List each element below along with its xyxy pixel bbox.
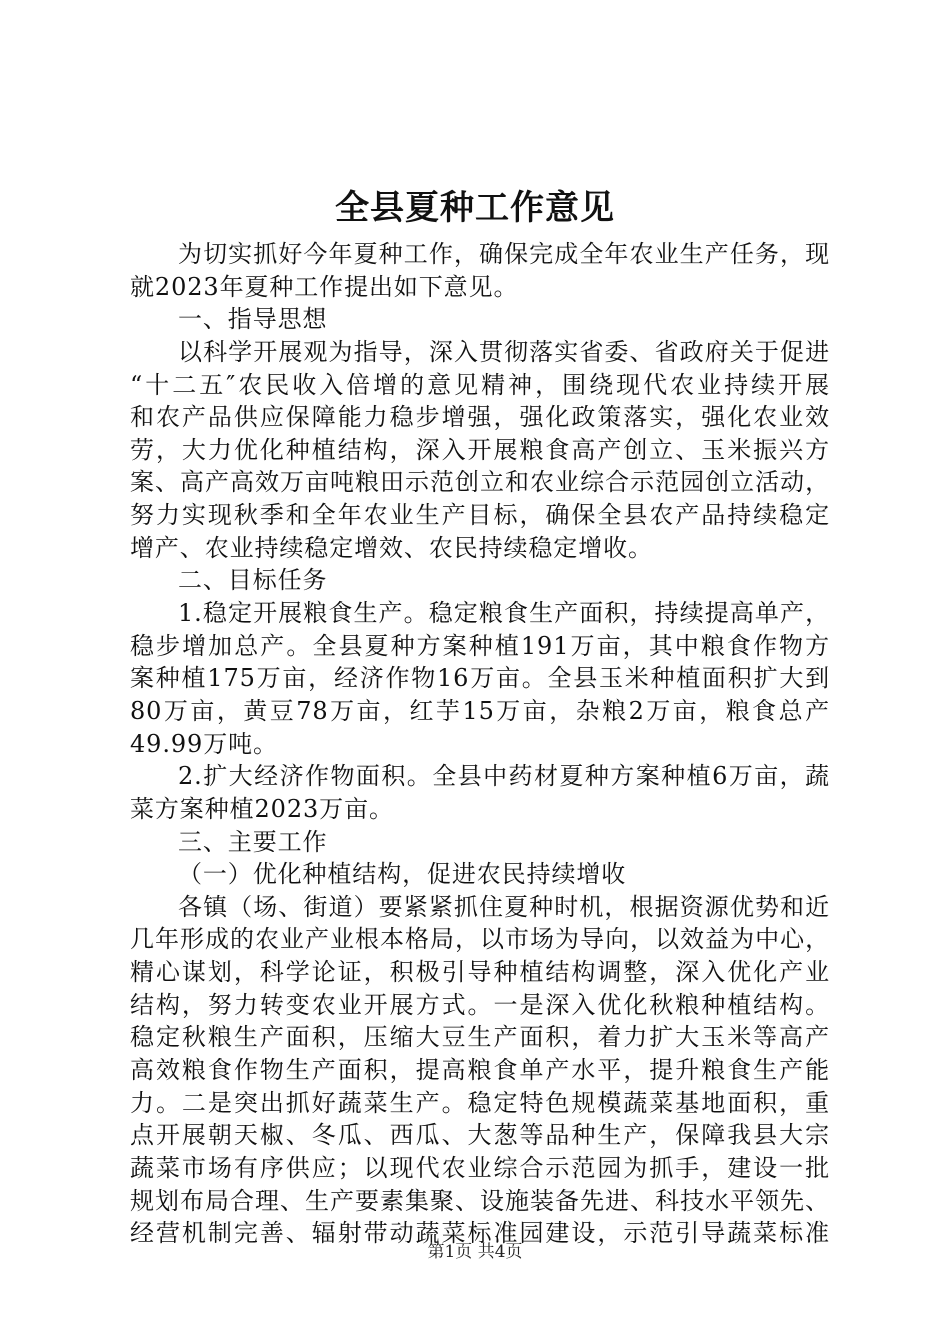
paragraph-line: 案种植175万亩，经济作物16万亩。全县玉米种植面积扩大到 bbox=[130, 664, 830, 693]
page-footer: 第1页 共4页 bbox=[427, 1242, 523, 1262]
paragraph-line: 规划布局合理、生产要素集聚、设施装备先进、科技水平领先、 bbox=[130, 1186, 830, 1215]
paragraph-line: 2.扩大经济作物面积。全县中药材夏种方案种植6万亩，蔬 bbox=[178, 762, 830, 791]
paragraph-line: 劳，大力优化种植结构，深入开展粮食高产创立、玉米振兴方 bbox=[130, 435, 830, 464]
paragraph-line: 1.稳定开展粮食生产。稳定粮食生产面积，持续提高单产， bbox=[178, 599, 830, 628]
paragraph-line: 80万亩，黄豆78万亩，红芋15万亩，杂粮2万亩，粮食总产 bbox=[130, 696, 830, 725]
paragraph-line: 精心谋划，科学论证，积极引导种植结构调整，深入优化产业 bbox=[130, 958, 830, 987]
subsection-heading: （一）优化种植结构，促进农民持续增收 bbox=[178, 860, 627, 889]
paragraph-line: 稳步增加总产。全县夏种方案种植191万亩，其中粮食作物方 bbox=[130, 631, 830, 660]
document-title: 全县夏种工作意见 bbox=[335, 188, 615, 228]
section-heading: 一、指导思想 bbox=[178, 305, 328, 334]
paragraph-line: 经营机制完善、辐射带动蔬菜标准园建设，示范引导蔬菜标准 bbox=[130, 1219, 830, 1248]
paragraph-line: 蔬菜市场有序供应；以现代农业综合示范园为抓手，建设一批 bbox=[130, 1153, 830, 1182]
paragraph-line: 案、高产高效万亩吨粮田示范创立和农业综合示范园创立活动， bbox=[130, 468, 830, 497]
paragraph-line: 结构，努力转变农业开展方式。一是深入优化秋粮种植结构。 bbox=[130, 990, 830, 1019]
paragraph-line: 力。二是突出抓好蔬菜生产。稳定特色规模蔬菜基地面积，重 bbox=[130, 1088, 830, 1117]
paragraph-line: 几年形成的农业产业根本格局，以市场为导向，以效益为中心， bbox=[130, 925, 830, 954]
paragraph-line: 各镇（场、街道）要紧紧抓住夏种时机，根据资源优势和近 bbox=[178, 892, 830, 921]
paragraph-line: 49.99万吨。 bbox=[130, 729, 278, 758]
document-body bbox=[130, 238, 830, 1250]
paragraph-line: 菜方案种植2023万亩。 bbox=[130, 794, 394, 823]
paragraph-line: “十二五″农民收入倍增的意见精神，围绕现代农业持续开展 bbox=[130, 370, 830, 399]
paragraph-line: 以科学开展观为指导，深入贯彻落实省委、省政府关于促进 bbox=[178, 337, 830, 366]
paragraph-line: 努力实现秋季和全年农业生产目标，确保全县农产品持续稳定 bbox=[130, 501, 830, 530]
section-heading: 二、目标任务 bbox=[178, 566, 328, 595]
paragraph-line: 为切实抓好今年夏种工作，确保完成全年农业生产任务，现 bbox=[178, 240, 830, 268]
paragraph-line: 就2023年夏种工作提出如下意见。 bbox=[130, 272, 519, 301]
paragraph-line: 高效粮食作物生产面积，提高粮食单产水平，提升粮食生产能 bbox=[130, 1056, 830, 1085]
section-heading: 三、主要工作 bbox=[178, 827, 328, 856]
paragraph-line: 增产、农业持续稳定增效、农民持续稳定增收。 bbox=[130, 533, 653, 562]
paragraph-line: 点开展朝天椒、冬瓜、西瓜、大葱等品种生产，保障我县大宗 bbox=[130, 1121, 830, 1150]
paragraph-line: 稳定秋粮生产面积，压缩大豆生产面积，着力扩大玉米等高产 bbox=[130, 1023, 830, 1052]
paragraph-line: 和农产品供应保障能力稳步增强，强化政策落实，强化农业效 bbox=[130, 403, 830, 432]
